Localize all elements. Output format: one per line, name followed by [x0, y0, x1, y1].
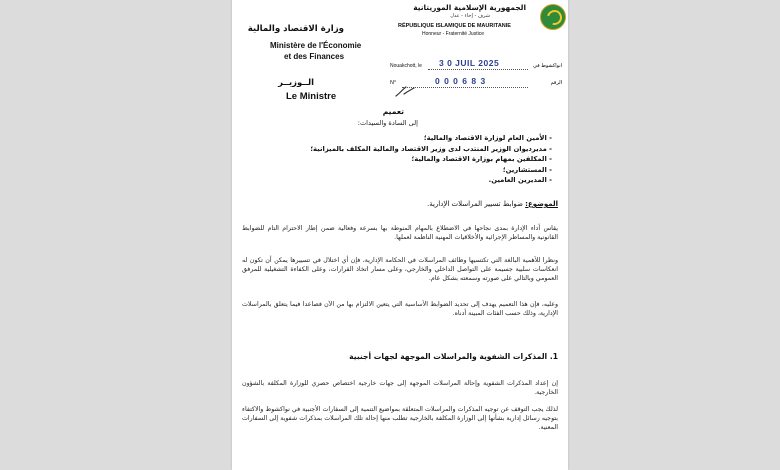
ministry-fr-line1: Ministère de l'Économie	[270, 41, 362, 50]
ministry-fr-line2: et des Finances	[284, 52, 345, 61]
ministry-arabic: وزارة الاقتصاد والمالية	[247, 24, 344, 34]
paragraph: لذلك يجب التوقف عن توجيه المذكرات والمراسلات المتعلقة بمواضيع التنمية إلى السفارات الأجنبية في نواكشوط والاكتفاء بتوجيه رسائل إدارية بشأنها إلى الوزارة المكلفة بالخارجية تطلب منها إحالة تلك المراسلات بمذكرات شفوية إلى السفارات المعنية.	[242, 406, 558, 431]
national-emblem	[540, 4, 566, 30]
date-label-arabic: انواكشوط في	[533, 63, 562, 69]
date-stamp: 3 0 JUIL 2025	[439, 58, 500, 68]
paragraph: إن إعداد المذكرات الشفوية وإحالة المراسلات الموجهة إلى جهات خارجية اختصاص حصري للوزارة المكلفة بالشؤون الخارجية.	[242, 380, 558, 396]
section-heading	[349, 352, 558, 361]
number-label: N°	[390, 80, 397, 86]
recipient-item: - المستشارين؛	[310, 165, 552, 176]
republic-arabic: الجمهورية الإسلامية الموريتانية	[413, 3, 526, 12]
paragraph: وعليه، فإن هذا التعميم يهدف إلى تحديد الضوابط الأساسية التي يتعين الالتزام بها من الآن فصاعدا فيما يتعلق بالمراسلات الإدارية، وذلك حسب الفئات المبينة أدناه.	[242, 301, 558, 317]
place-date-label: Nouakchott, le	[390, 63, 422, 69]
recipient-item: - الأمين العام لوزارة الاقتصاد والمالية؛	[310, 133, 552, 144]
subject-line	[427, 200, 558, 208]
document-page	[232, 0, 568, 470]
circular-title: تعميم	[382, 107, 404, 116]
recipient-item: - مديرديوان الوزير المنتدب لدى وزير الاقتصاد والمالية المكلف بالميزانية؛	[310, 144, 552, 155]
reference-number-stamp: 0 0 0 6 8 3	[435, 76, 487, 86]
paragraph: يقاس أداء الإدارة بمدى نجاحها في الاضطلاع بالمهام المنوطة بها بسرعة وفعالية ضمن إطار الاحترام التام للضوابط القانونية والمساطر الإجرائية والأخلاقيات المهنية الناظمة لعملها.	[242, 225, 558, 241]
minister-fr: Le Ministre	[286, 91, 337, 102]
recipients-list	[310, 133, 552, 186]
section-title: المذكرات الشفوية والمراسلات الموجهة لجهات أجنبية	[349, 352, 548, 361]
subject-label: الموضوع:	[525, 200, 558, 208]
signature	[394, 84, 416, 100]
republic-fr: RÉPUBLIQUE ISLAMIQUE DE MAURITANIE	[398, 23, 511, 29]
recipient-item: - المديرين العامين.	[310, 175, 552, 186]
recipient-item: - المكلفين بمهام بوزارة الاقتصاد والمالية؛	[310, 154, 552, 165]
number-label-arabic: الرقم	[550, 80, 562, 86]
subject-text: ضوابط تسيير المراسلات الإدارية.	[427, 200, 523, 208]
section-number: 1.	[549, 352, 558, 361]
minister-arabic: الــوزيــر	[278, 77, 314, 87]
motto-arabic: شرف - إخاء - عدل	[450, 13, 490, 19]
motto-fr: Honneur - Fraternité Justice	[422, 31, 484, 37]
addressee-line: إلى السادة والسيدات:	[357, 119, 418, 127]
paragraph: ونظرا للأهمية البالغة التي تكتسيها وظائف المراسلات في الحكامة الإدارية، فإن أي اختلال في تسييرها يمكن أن تكون له انعكاسات سلبية جسيمة على التواصل الداخلي والخارجي، وعلى مسار اتخاذ القرارات، وعلى الكفاءة التشغيلية للمرفق العمومي وبالتالي على صورته وسمعته بشكل عام.	[242, 257, 558, 282]
